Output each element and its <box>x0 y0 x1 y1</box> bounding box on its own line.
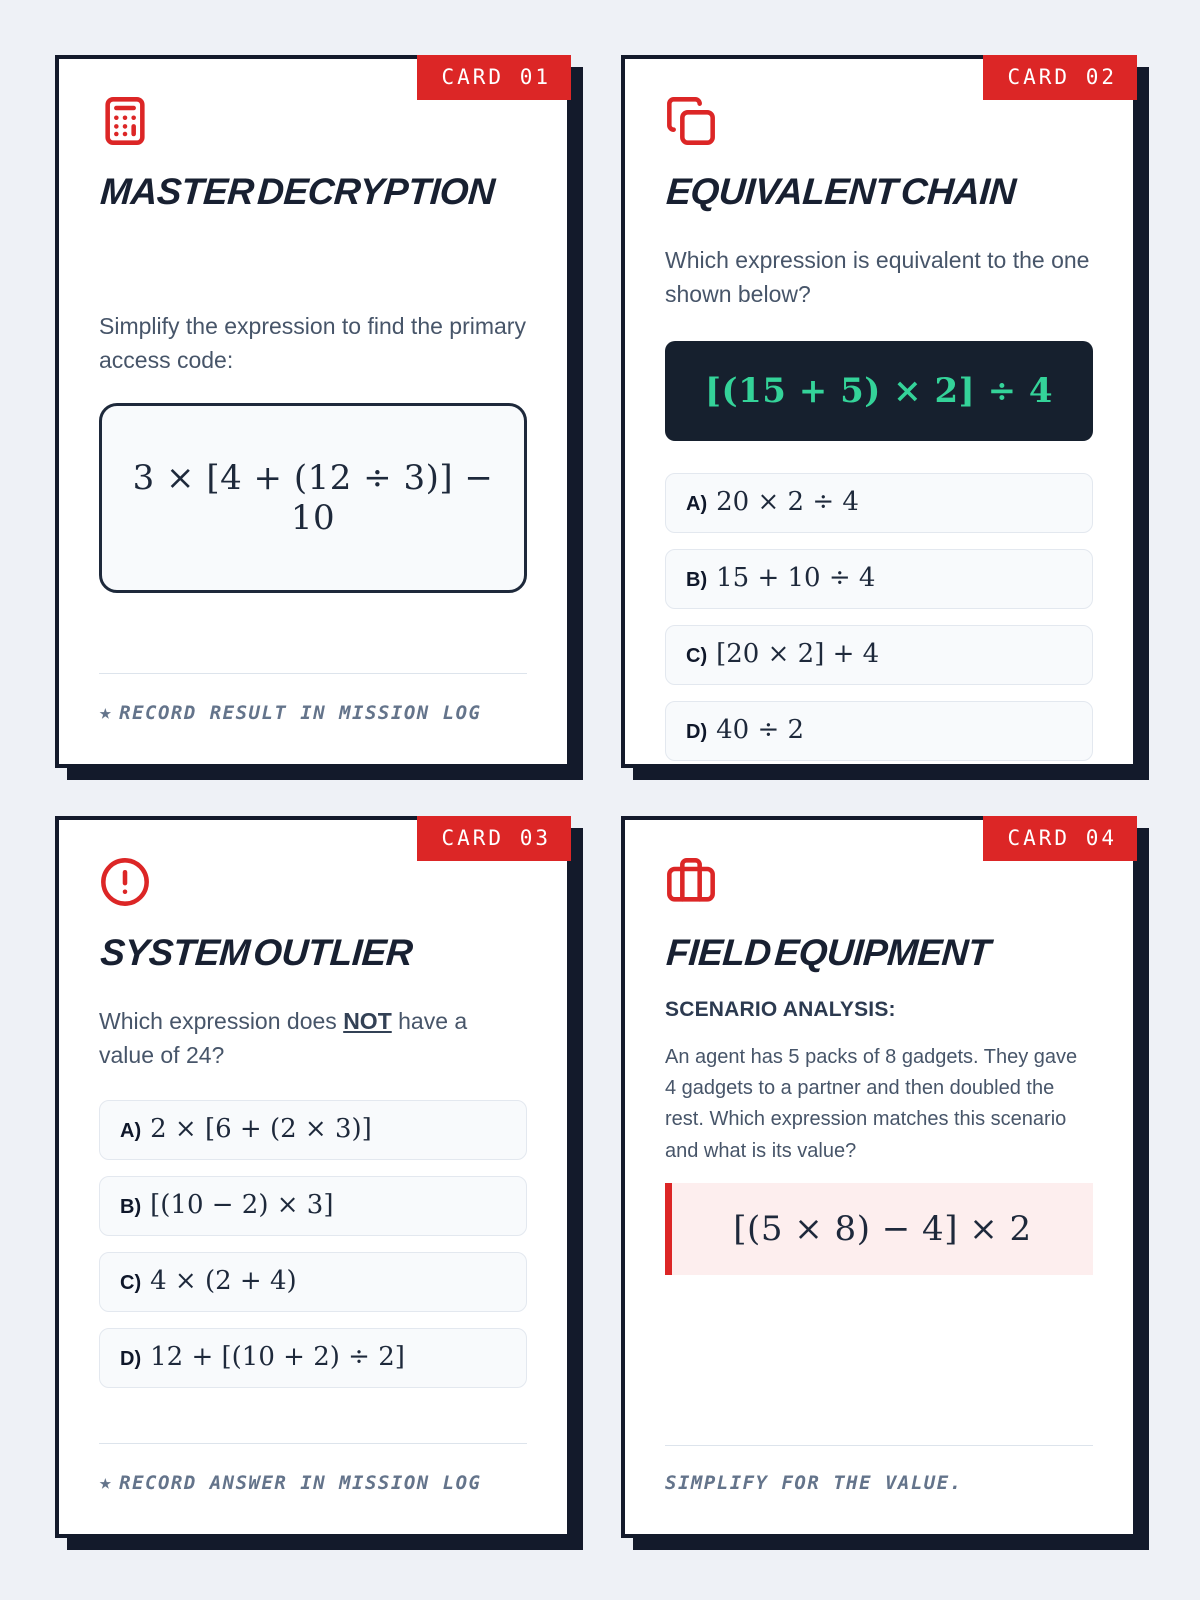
briefcase-icon <box>665 856 717 908</box>
expression-box: 3 × [4 + (12 ÷ 3)] − 10 <box>99 403 527 593</box>
card-title: SYSTEM OUTLIER <box>99 932 414 973</box>
option-expression: 20 × 2 ÷ 4 <box>716 487 859 518</box>
option-c[interactable] <box>99 1252 527 1312</box>
footer-text: SIMPLIFY FOR THE VALUE. <box>665 1472 963 1494</box>
card-03 <box>55 816 571 1538</box>
option-expression: 2 × [6 + (2 × 3)] <box>150 1114 372 1145</box>
card-footer <box>665 1445 1093 1494</box>
option-label: C) <box>686 645 708 668</box>
option-expression: [20 × 2] + 4 <box>716 639 880 670</box>
question-text: Which expression is equivalent to the one shown below? <box>665 247 1090 308</box>
divider <box>99 673 527 674</box>
card-01 <box>55 55 571 768</box>
card-footer <box>99 1443 527 1494</box>
card-number-badge: CARD 02 <box>983 55 1137 100</box>
card-footer <box>99 673 527 724</box>
option-label: C) <box>120 1272 142 1295</box>
star-icon: ★ <box>99 700 114 724</box>
divider <box>665 1445 1093 1446</box>
copy-icon <box>665 95 717 147</box>
option-expression: 40 ÷ 2 <box>716 715 805 746</box>
question-text: Simplify the expression to find the primary access code: <box>99 313 526 374</box>
footer-text: RECORD RESULT IN MISSION LOG <box>119 702 482 724</box>
alert-circle-icon <box>99 856 151 908</box>
card-title: MASTER DECRYPTION <box>99 171 496 212</box>
footer-label <box>99 1470 527 1494</box>
footer-label <box>665 1472 1093 1494</box>
star-icon: ★ <box>99 1470 114 1494</box>
card-number-badge: CARD 04 <box>983 816 1137 861</box>
option-label: D) <box>120 1348 142 1371</box>
option-label: A) <box>120 1120 142 1143</box>
calculator-icon <box>99 95 151 147</box>
highlighted-expression: [(15 + 5) × 2] ÷ 4 <box>665 341 1093 441</box>
option-expression: 4 × (2 + 4) <box>150 1266 297 1297</box>
options-list <box>99 1100 527 1388</box>
question-emphasis: NOT <box>343 1008 392 1034</box>
divider <box>99 1443 527 1444</box>
option-a[interactable] <box>99 1100 527 1160</box>
card-title: FIELD EQUIPMENT <box>665 932 992 973</box>
scenario-subheading: SCENARIO ANALYSIS: <box>665 998 896 1021</box>
option-label: B) <box>120 1196 142 1219</box>
option-label: D) <box>686 721 708 744</box>
footer-label <box>99 700 527 724</box>
option-d[interactable] <box>99 1328 527 1388</box>
card-number-badge: CARD 03 <box>417 816 571 861</box>
option-label: B) <box>686 569 708 592</box>
option-d[interactable] <box>665 701 1093 761</box>
option-expression: 12 + [(10 + 2) ÷ 2] <box>150 1342 405 1373</box>
option-b[interactable] <box>99 1176 527 1236</box>
option-c[interactable] <box>665 625 1093 685</box>
option-b[interactable] <box>665 549 1093 609</box>
question-text <box>99 1004 527 1072</box>
card-04 <box>621 816 1137 1538</box>
option-expression: [(10 − 2) × 3] <box>150 1190 334 1221</box>
question-prefix: Which expression does <box>99 1008 344 1034</box>
options-list <box>665 473 1093 761</box>
card-grid <box>55 55 1145 1538</box>
option-label: A) <box>686 493 708 516</box>
footer-text: RECORD ANSWER IN MISSION LOG <box>119 1472 482 1494</box>
scenario-text: An agent has 5 packs of 8 gadgets. They gave 4 gadgets to a partner and then doubled the rest. Which expression matches this scenario and what is its value? <box>665 1046 1078 1162</box>
option-a[interactable] <box>665 473 1093 533</box>
card-title: EQUIVALENT CHAIN <box>665 171 1018 212</box>
option-expression: 15 + 10 ÷ 4 <box>716 563 876 594</box>
card-number-badge: CARD 01 <box>417 55 571 100</box>
question-suffix: have a value of 24? <box>99 1008 468 1069</box>
callout-expression: [(5 × 8) − 4] × 2 <box>665 1183 1093 1275</box>
card-02 <box>621 55 1137 768</box>
